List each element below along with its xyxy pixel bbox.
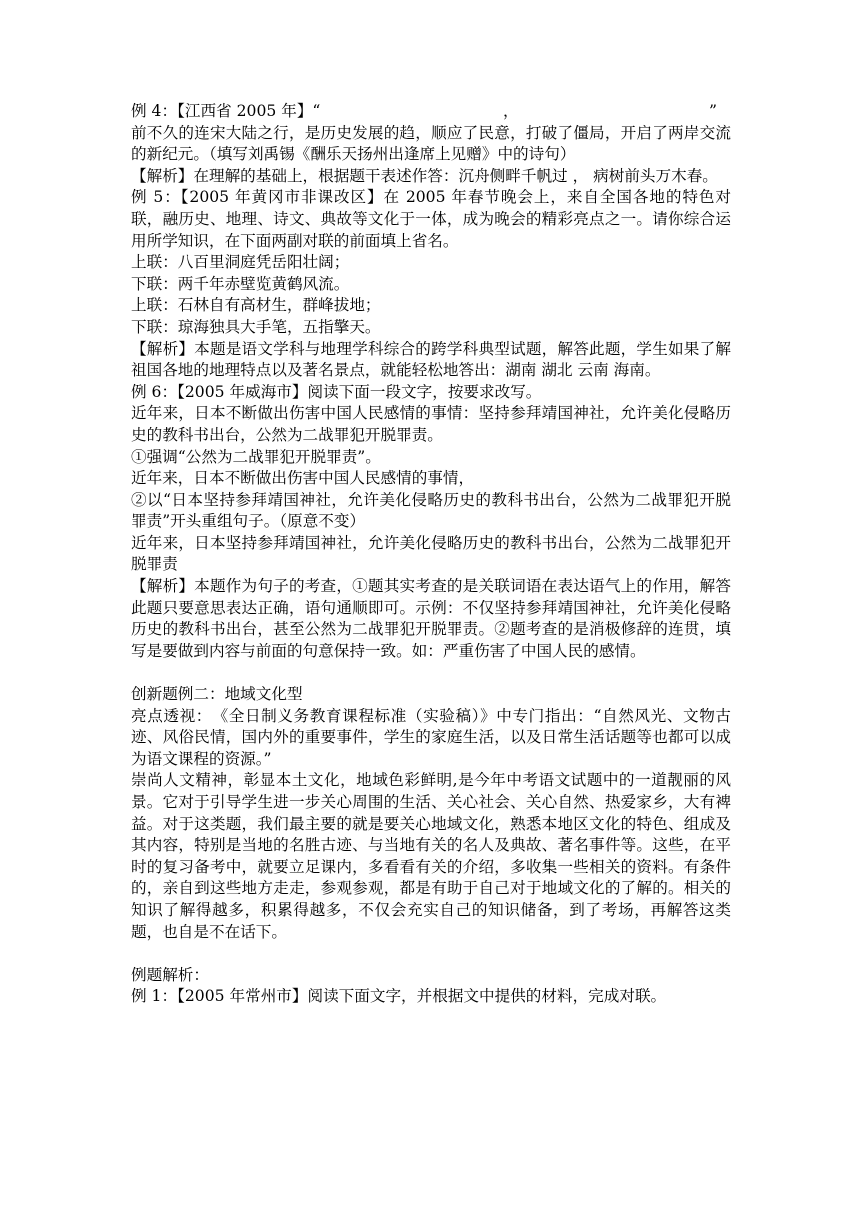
- document-body: [131, 101, 731, 1008]
- blank-close-quote: ”: [709, 102, 717, 120]
- couplet-line-4: 下联：琼海独具大手笔，五指擎天。: [131, 317, 381, 336]
- example-6-question-2: ②以“日本坚持参拜靖国神社，允许美化侵略历史的教科书出台，公然为二战罪犯开脱罪责”开头重组句子。（原意不变）: [131, 490, 731, 531]
- examples-heading: 例题解析：: [131, 965, 209, 984]
- couplet-line-3: 上联：石林自有高材生，群峰拔地；: [131, 296, 381, 315]
- section-heading: 创新题例二：地域文化型: [131, 685, 303, 704]
- example-6-question-1: ①强调“公然为二战罪犯开脱罪责”。: [131, 447, 381, 466]
- spacer: [131, 943, 731, 965]
- section-body: 崇尚人文精神，彰显本土文化，地域色彩鲜明,是今年中考语文试题中的一道靓丽的风景。它对于引导学生进一步关心周围的生活、关心社会、关心自然、热爱家乡，大有裨益。对于这类题，我们最主要的就是要关心地域文化，熟悉本地区文化的特色、组成及其内容，特别是当地的名胜古迹、与当地有关的名人及典故、著名事件等。这些，在平时的复习备考中，就要立足课内，多看看有关的介绍，多收集一些相关的资料。有条件的，亲自到这些地方走走，参观参观，都是有助于自己对于地域文化的了解的。相关的知识了解得越多，积累得越多，不仅会充实自己的知识储备，到了考场，再解答这类题，也自是不在话下。: [131, 771, 731, 941]
- example-6-title: 例 6：【2005 年威海市】阅读下面一段文字，按要求改写。: [131, 382, 542, 401]
- example-4-analysis: 【解析】在理解的基础上，根据题干表述作答：沉舟侧畔千帆过 ， 病树前头万木春。: [131, 166, 718, 185]
- example-6-analysis: 【解析】本题作为句子的考查，①题其实考查的是关联词语在表达语气上的作用，解答此题只要意思表达正确，语句通顺即可。示例：不仅坚持参拜靖国神社，允许美化侵略历史的教科书出台，甚至公然为二战罪犯开脱罪责。②题考查的是消极修辞的连贯，填写是要做到内容与前面的句意保持一致。如：严重伤害了中国人民的感情。: [131, 577, 731, 660]
- couplet-line-1: 上联：八百里洞庭凭岳阳壮阔；: [131, 253, 350, 272]
- example-4-label: 例 4：【江西省 2005 年】“: [131, 102, 321, 120]
- example-1-title: 例 1：【2005 年常州市】阅读下面文字，并根据文中提供的材料，完成对联。: [131, 987, 667, 1006]
- example-5-analysis: 【解析】本题是语文学科与地理学科综合的跨学科典型试题，解答此题，学生如果了解祖国各地的地理特点以及著名景点，就能轻松地答出：湖南 湖北 云南 海南。: [131, 339, 731, 380]
- example-4-body: 前不久的连宋大陆之行，是历史发展的趋，顺应了民意，打破了僵局，开启了两岸交流的新纪元。（填写刘禹锡《酬乐天扬州出逢席上见赠》中的诗句）: [131, 123, 731, 164]
- spacer: [131, 662, 731, 684]
- blank-comma: ，: [503, 102, 519, 120]
- section-highlight: 亮点透视： 《全日制义务教育课程标准（实验稿）》中专门指出：“自然风光、文物古迹、风俗民情，国内外的重要事件，学生的家庭生活，以及日常生活话题等也都可以成为语文课程的资源。”: [131, 706, 731, 768]
- example-4-header: [131, 101, 731, 123]
- example-6-answer-2: 近年来，日本坚持参拜靖国神社，允许美化侵略历史的教科书出台，公然为二战罪犯开脱罪责: [131, 533, 731, 574]
- couplet-line-2: 下联：两千年赤壁览黄鹤风流。: [131, 274, 350, 293]
- example-6-passage: 近年来，日本不断做出伤害中国人民感情的事情：坚持参拜靖国神社，允许美化侵略历史的教科书出台，公然为二战罪犯开脱罪责。: [131, 404, 731, 444]
- example-5-title: 例 5：【2005 年黄冈市非课改区】在 2005 年春节晚会上，来自全国各地的特色对联，融历史、地理、诗文、典故等文化于一体，成为晚会的精彩亮点之一。请你综合运用所学知识，在下面两副对联的前面填上省名。: [131, 188, 731, 250]
- example-6-answer-1: 近年来，日本不断做出伤害中国人民感情的事情，: [131, 469, 475, 488]
